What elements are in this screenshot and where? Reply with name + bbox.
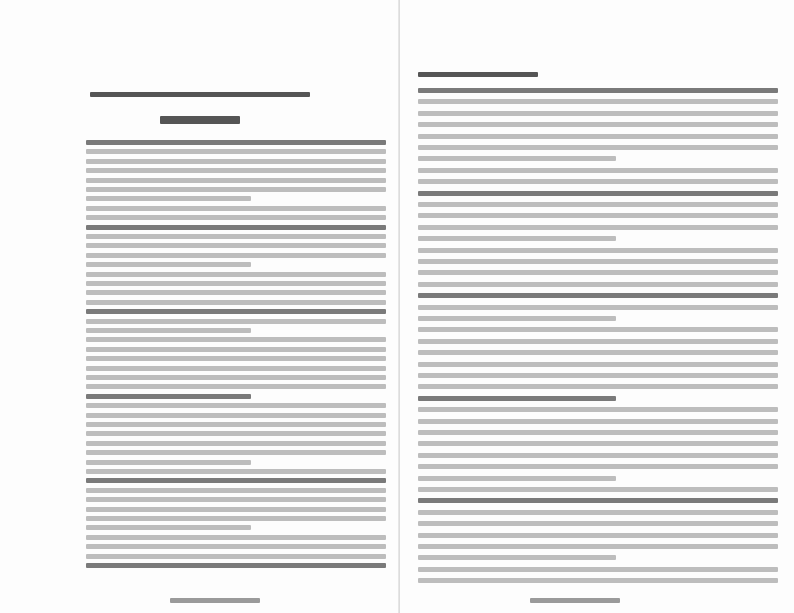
text-line	[418, 191, 778, 196]
text-line	[86, 149, 386, 154]
text-line	[418, 533, 778, 538]
text-line	[418, 487, 778, 492]
text-line	[86, 319, 386, 324]
text-line	[86, 187, 386, 192]
text-line	[418, 282, 778, 287]
text-line	[86, 554, 386, 559]
text-line	[418, 202, 778, 207]
text-line	[86, 309, 386, 314]
text-line	[86, 178, 386, 183]
right-footer-rule	[530, 598, 620, 603]
text-line	[418, 88, 778, 93]
text-line	[418, 430, 778, 435]
text-line	[86, 140, 386, 145]
text-line	[86, 168, 386, 173]
left-header-rule	[90, 92, 310, 97]
text-line	[418, 99, 778, 104]
text-line	[418, 578, 778, 583]
text-line	[418, 396, 616, 401]
text-line	[418, 327, 778, 332]
text-line	[86, 469, 386, 474]
text-line	[86, 196, 251, 201]
text-line	[418, 316, 616, 321]
text-line	[418, 407, 778, 412]
text-line	[86, 441, 386, 446]
text-line	[86, 544, 386, 549]
text-line	[86, 507, 386, 512]
text-line	[86, 375, 386, 380]
text-line	[418, 362, 778, 367]
text-line	[418, 510, 778, 515]
text-line	[418, 544, 778, 549]
text-line	[86, 234, 386, 239]
text-line	[418, 213, 778, 218]
text-line	[418, 350, 778, 355]
text-line	[86, 356, 386, 361]
text-line	[86, 535, 386, 540]
text-line	[418, 248, 778, 253]
text-line	[86, 525, 251, 530]
text-line	[86, 225, 386, 230]
text-line	[418, 498, 778, 503]
text-line	[418, 384, 778, 389]
text-line	[86, 253, 386, 258]
text-line	[86, 488, 386, 493]
text-line	[418, 111, 778, 116]
text-line	[86, 300, 386, 305]
text-line	[86, 366, 386, 371]
text-line	[86, 243, 386, 248]
right-header-rule	[418, 72, 538, 77]
text-line	[418, 134, 778, 139]
text-line	[86, 450, 386, 455]
text-line	[418, 122, 778, 127]
right-page	[400, 0, 794, 613]
left-title-rule	[160, 116, 240, 124]
text-line	[418, 419, 778, 424]
text-line	[86, 337, 386, 342]
text-line	[418, 555, 616, 560]
text-line	[86, 290, 386, 295]
text-line	[86, 422, 386, 427]
text-line	[418, 236, 616, 241]
text-line	[418, 168, 778, 173]
text-line	[86, 206, 386, 211]
text-line	[86, 262, 251, 267]
text-line	[86, 516, 386, 521]
text-line	[86, 272, 386, 277]
text-line	[418, 521, 778, 526]
text-line	[86, 328, 251, 333]
text-line	[418, 270, 778, 275]
text-line	[418, 464, 778, 469]
text-line	[86, 384, 386, 389]
text-line	[86, 347, 386, 352]
text-line	[418, 179, 778, 184]
left-footer-rule	[170, 598, 260, 603]
text-line	[418, 567, 778, 572]
text-line	[86, 403, 386, 408]
text-line	[86, 215, 386, 220]
text-line	[86, 431, 386, 436]
text-line	[418, 305, 778, 310]
text-line	[86, 413, 386, 418]
text-line	[86, 159, 386, 164]
text-line	[86, 460, 251, 465]
text-line	[86, 478, 386, 483]
text-line	[86, 497, 386, 502]
text-line	[86, 563, 386, 568]
text-line	[418, 476, 616, 481]
text-line	[418, 145, 778, 150]
text-line	[418, 441, 778, 446]
text-line	[86, 281, 386, 286]
text-line	[418, 293, 778, 298]
text-line	[418, 339, 778, 344]
text-line	[418, 156, 616, 161]
text-line	[86, 394, 251, 399]
text-line	[418, 453, 778, 458]
text-line	[418, 225, 778, 230]
text-line	[418, 373, 778, 378]
text-line	[418, 259, 778, 264]
